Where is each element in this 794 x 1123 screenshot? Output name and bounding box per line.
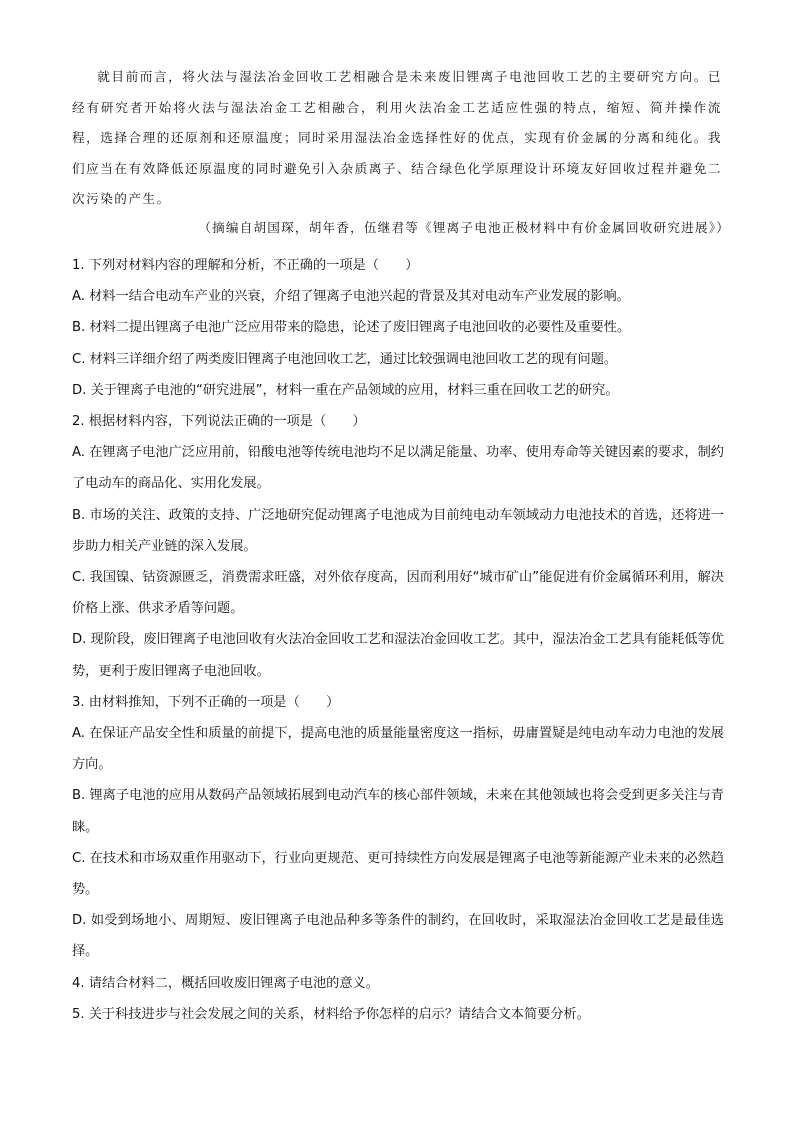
question-list (72, 250, 724, 1030)
question-3-option-d: D. 如受到场地小、周期短、废旧锂离子电池品种多等条件的制约，在回收时，采取湿法冶金回收工艺是最佳选择。 (72, 913, 724, 960)
question-4-stem: 4. 请结合材料二，概括回收废旧锂离子电池的意义。 (72, 975, 379, 991)
passage-paragraph: 就目前而言，将火法与湿法冶金回收工艺相融合是未来废旧锂离子电池回收工艺的主要研究方向。已经有研究者开始将火法与湿法冶金工艺相融合，利用火法冶金工艺适应性强的特点，缩短、简并操作流程，选择合理的还原剂和还原温度；同时采用湿法冶金选择性好的优点，实现有价金属的分离和纯化。我们应当在有效降低还原温度的同时避免引入杂质离子、结合绿色化学原理设计环境友好回收过程并避免二次污染的产生。 (72, 69, 722, 206)
question-3-option-b: B. 锂离子电池的应用从数码产品领域拓展到电动汽车的核心部件领域，未来在其他领域也将会受到更多关注与青睐。 (72, 788, 724, 835)
question-2-option-d: D. 现阶段，废旧锂离子电池回收有火法冶金回收工艺和湿法冶金回收工艺。其中，湿法冶金工艺具有能耗低等优势，更利于废旧锂离子电池回收。 (72, 632, 724, 679)
question-1-stem: 1. 下列对材料内容的理解和分析，不正确的一项是（ ） (72, 258, 419, 273)
question-2-option-b: B. 市场的关注、政策的支持、广泛地研究促动锂离子电池成为目前纯电动车领域动力电池技术的首选，还将进一步助力相关产业链的深入发展。 (72, 507, 724, 554)
question-3-option-a: A. 在保证产品安全性和质量的前提下，提高电池的质量能量密度这一指标，毋庸置疑是纯电动车动力电池的发展方向。 (72, 726, 724, 773)
question-2-stem: 2. 根据材料内容，下列说法正确的一项是（ ） (72, 414, 366, 430)
question-1-option-b: B. 材料二提出锂离子电池广泛应用带来的隐患，论述了废旧锂离子电池回收的必要性及重要性。 (72, 320, 631, 336)
question-2-option-a: A. 在锂离子电池广泛应用前，铅酸电池等传统电池均不足以满足能量、功率、使用寿命等关键因素的要求，制约了电动车的商品化、实用化发展。 (72, 445, 724, 492)
question-1-option-a: A. 材料一结合电动车产业的兴衰，介绍了锂离子电池兴起的背景及其对电动车产业发展的影响。 (72, 289, 630, 305)
question-3-stem: 3. 由材料推知，下列不正确的一项是（ ） (72, 694, 340, 710)
passage-source: （摘编自胡国琛，胡年香，伍继君等《锂离子电池正极材料中有价金属回收研究进展》） (198, 220, 730, 235)
question-1-option-c: C. 材料三详细介绍了两类废旧锂离子电池回收工艺，通过比较强调电池回收工艺的现有问题。 (72, 351, 618, 367)
question-1-option-d: D. 关于锂离子电池的“研究进展”，材料一重在产品领域的应用，材料三重在回收工艺的研究。 (72, 382, 619, 398)
question-5-stem: 5. 关于科技进步与社会发展之间的关系，材料给予你怎样的启示？请结合文本简要分析。 (72, 1006, 590, 1022)
question-3-option-c: C. 在技术和市场双重作用驱动下，行业向更规范、更可持续性方向发展是锂离子电池等新能源产业未来的必然趋势。 (72, 850, 724, 898)
question-2-option-c: C. 我国镍、钴资源匮乏，消费需求旺盛，对外依存度高，因而利用好“城市矿山”能促进有价金属循环利用，解决价格上涨、供求矛盾等问题。 (72, 570, 724, 617)
